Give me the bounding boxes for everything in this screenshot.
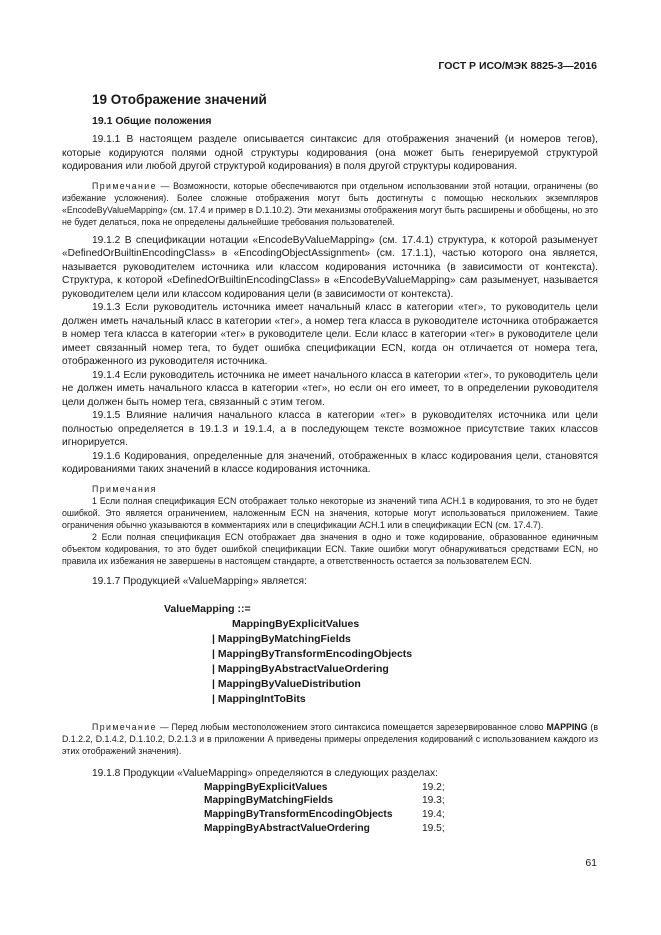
production-ref: 19.5;	[422, 822, 445, 834]
production-ref: 19.3;	[422, 795, 445, 807]
table-row	[204, 822, 445, 836]
grammar-head: ValueMapping ::=	[164, 603, 251, 615]
note-1	[62, 180, 598, 228]
paragraph-19-1-8: 19.1.8 Продукции «ValueMapping» определяются в следующих разделах:	[92, 768, 438, 779]
paragraph-19-1-5: 19.1.5 Влияние наличия начального класса в категории «тег» в руководителях источника или цели полностью определяется в 19.1.3 и 19.1.4, а в последующем тексте возможное присутствие таких классов игнорируется.	[62, 410, 598, 448]
note-item-2: 2 Если полная спецификация ECN отображает два значения в одно и тоже кодирование, образованное единичным объектом кодирования, то это будет ошибкой спецификации ECN. Такие ошибки могут обнаруживаться средствами ECN, но правила их избежания не завершены в настоящем стандарте, а ответственность остается за пользователем ECN.	[62, 531, 598, 566]
grammar-alt: | MappingIntToBits	[212, 693, 306, 705]
production-name: MappingByExplicitValues	[204, 781, 328, 793]
paragraph-19-1-3: 19.1.3 Если руководитель источника имеет начальный класс в категории «тег», то руководитель цели должен иметь начальный класс в категории «тег», а номер тега класса в руководителе источника отображается в номер тега класса в категории «тег» в руководителе цели. Если класс в категории «тег» в руководителе цели имеет связанный номер тега, то будет ошибка спецификации ECN, когда он отличается от номера тега, отображенного из руководителя источника.	[62, 302, 598, 367]
grammar-alt: | MappingByAbstractValueOrdering	[212, 663, 389, 675]
table-row	[204, 808, 445, 822]
grammar-alt: | MappingByMatchingFields	[212, 633, 351, 645]
production-ref: 19.2;	[422, 781, 445, 793]
section-title: 19 Отображение значений	[92, 92, 267, 107]
note-text: — Возможности, которые обеспечиваются при отдельном использовании этой нотации, ограничены (во избежание усложнения). Более сложные отображения могут быть достигнуты с помощью нескольких экземпляров «EncodeByValueMapping» (см. 17.4 и пример в D.1.10.2). Эти механизмы отображения могут быть расширены и обобщены, но это не будет делаться, пока не определены дальнейшие требования пользователей.	[62, 180, 598, 227]
document-header: ГОСТ Р ИСО/МЭК 8825-3—2016	[438, 60, 597, 72]
paragraph-19-1-1: 19.1.1 В настоящем разделе описывается синтаксис для отображения значений (и номеров тегов), которые кодируются полями одной структуры кодирования (она может быть генерируемой структурой кодирования или любой другой структурой кодирования) в поля другой структуры кодирования.	[62, 134, 598, 172]
production-name: MappingByTransformEncodingObjects	[204, 809, 393, 821]
grammar-alt: | MappingByValueDistribution	[212, 678, 361, 690]
paragraph-19-1-4: 19.1.4 Если руководитель источника не имеет начального класса в категории «тег», то руководитель цели не должен иметь начального класса в категории «тег», но если он его имеет, то в определении руководителя цели должен быть номер тега, связанный с этим тегом.	[62, 369, 598, 408]
grammar-first-alt: MappingByExplicitValues	[232, 618, 360, 630]
paragraph-19-1-7: 19.1.7 Продукцией «ValueMapping» является:	[92, 575, 307, 587]
grammar-block	[62, 602, 598, 707]
production-name: MappingByMatchingFields	[204, 795, 334, 807]
keyword-mapping: MAPPING	[546, 722, 588, 732]
page-number: 61	[585, 857, 597, 869]
production-name: MappingByAbstractValueOrdering	[204, 822, 370, 834]
production-ref: 19.4;	[422, 809, 445, 821]
productions-table	[204, 781, 445, 836]
paragraph-19-1-6: 19.1.6 Кодирования, определенные для значений, отображенных в класс кодирования цели, становятся кодированиями таких значений в классе кодирования источника.	[62, 450, 598, 475]
notes-label: Примечания	[92, 483, 157, 494]
grammar-alt: | MappingByTransformEncodingObjects	[212, 648, 413, 660]
table-row	[204, 794, 445, 808]
note-item-1: 1 Если полная спецификация ECN отображает только некоторые из значений типа АСН.1 в кодирования, то это не будет ошибкой. Это является ограничением, наложенным ECN на значения, которые могут использоваться приложением. Такие ограничения обычно указываются в комментариях или в спецификации АСН.1 или в спецификации ECN (см. 17.4.7).	[62, 495, 598, 530]
table-row	[204, 781, 445, 795]
note-3: Примечание — Перед любым местоположением этого синтаксиса помещается зарезервированное слово MAPPING (в D.1.2.2, D.1.4.2, D.1.10.2, D.2.1.3 и в приложении А приведены примеры определения кодирований с использованием каждого из этих отображений значения).	[62, 722, 598, 756]
page-content	[62, 92, 598, 836]
subsection-title: 19.1 Общие положения	[92, 115, 212, 127]
note-label: Примечание	[92, 180, 157, 191]
paragraph-19-1-2: 19.1.2 В спецификации нотации «EncodeByValueMapping» (см. 17.4.1) структура, к которой разыменует «DefinedOrBuiltinEncodingClass» в «EncodingObjectAssignment» (см. 17.1.1), частью которого она является, называется руководителем источника или классом кодирования источника (в зависимости от контекста). Структура, к которой «DefinedOrBuiltinEncodingClass» в «EncodeByValueMapping» сам разыменует, называется руководителем цели или классом кодирования цели (в зависимости от контекста).	[62, 234, 598, 300]
